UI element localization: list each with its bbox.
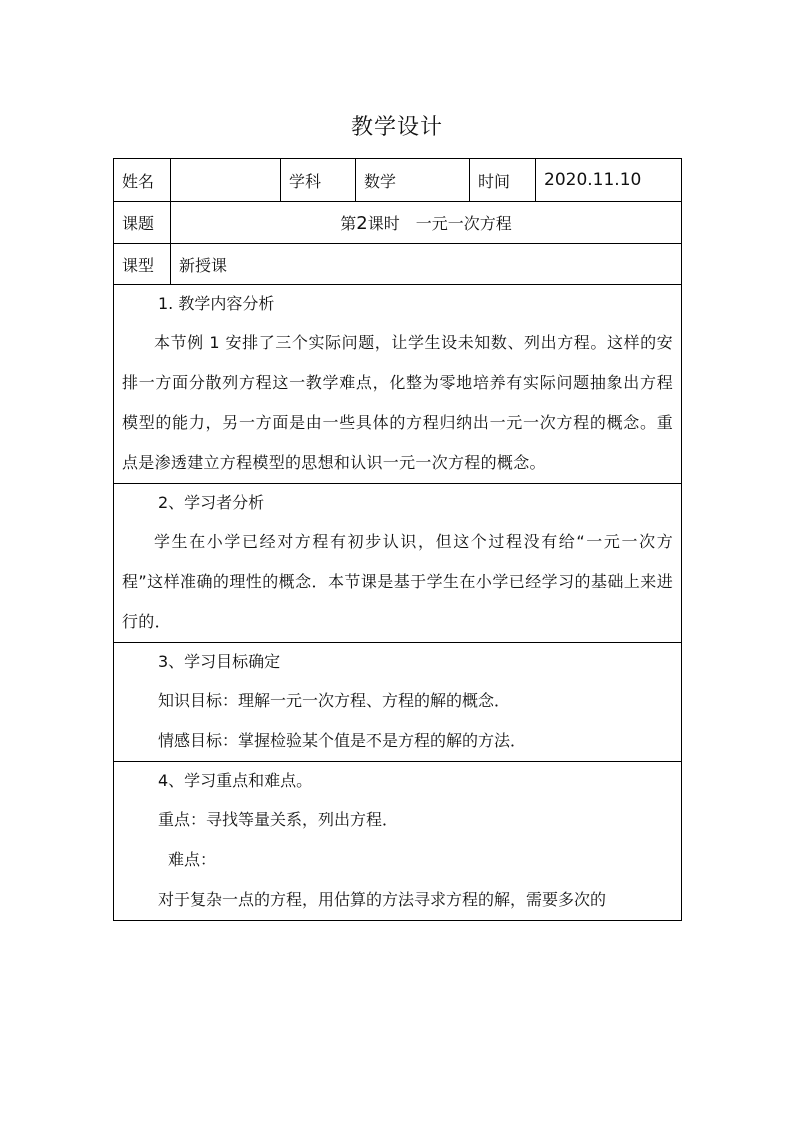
type-label: 课型 xyxy=(114,244,171,285)
section-heading: 4、学习重点和难点。 xyxy=(158,771,313,790)
time-value: 2020.11.10 xyxy=(536,159,682,202)
section-learner-analysis xyxy=(114,484,682,643)
topic-number: 2 xyxy=(356,213,368,234)
difficulty-line: 对于复杂一点的方程，用估算的方法寻求方程的解，需要多次的 xyxy=(158,890,607,909)
name-label: 姓名 xyxy=(114,159,171,202)
lesson-plan-table xyxy=(113,158,682,921)
section-content-analysis xyxy=(114,285,682,484)
section-learning-objectives xyxy=(114,643,682,762)
section-paragraph: 本节例 1 安排了三个实际问题，让学生设未知数、列出方程。这样的安排一方面分散列方程这一教学难点，化整为零地培养有实际问题抽象出方程模型的能力，另一方面是由一些具体的方程归纳出一元一次方程的概念。重点是渗透建立方程模型的思想和认识一元一次方程的概念。 xyxy=(122,333,673,472)
section-heading: 3、学习目标确定 xyxy=(158,652,281,671)
section-key-points xyxy=(114,762,682,921)
subject-value: 数学 xyxy=(356,159,470,202)
objective-line: 情感目标：掌握检验某个值是不是方程的解的方法． xyxy=(158,731,527,750)
time-label: 时间 xyxy=(470,159,536,202)
objective-line: 知识目标：理解一元一次方程、方程的解的概念． xyxy=(158,691,511,710)
section-paragraph: 学生在小学已经对方程有初步认识，但这个过程没有给“一元一次方程”这样准确的理性的概念．本节课是基于学生在小学已经学习的基础上来进行的． xyxy=(122,532,673,631)
topic-prefix: 第 xyxy=(340,214,357,233)
section-heading: 1. 教学内容分析 xyxy=(158,294,275,313)
name-value xyxy=(171,159,281,202)
subject-label: 学科 xyxy=(281,159,356,202)
difficulty-label: 难点： xyxy=(168,850,217,869)
key-point-line: 重点：寻找等量关系，列出方程． xyxy=(158,810,399,829)
topic-row xyxy=(114,202,682,244)
page-title: 教学设计 xyxy=(350,115,443,140)
topic-value xyxy=(171,202,682,244)
section-heading: 2、学习者分析 xyxy=(158,493,265,512)
type-value: 新授课 xyxy=(171,244,682,285)
info-row xyxy=(114,159,682,202)
topic-suffix: 课时 一元一次方程 xyxy=(367,214,512,233)
topic-label: 课题 xyxy=(114,202,171,244)
type-row xyxy=(114,244,682,285)
